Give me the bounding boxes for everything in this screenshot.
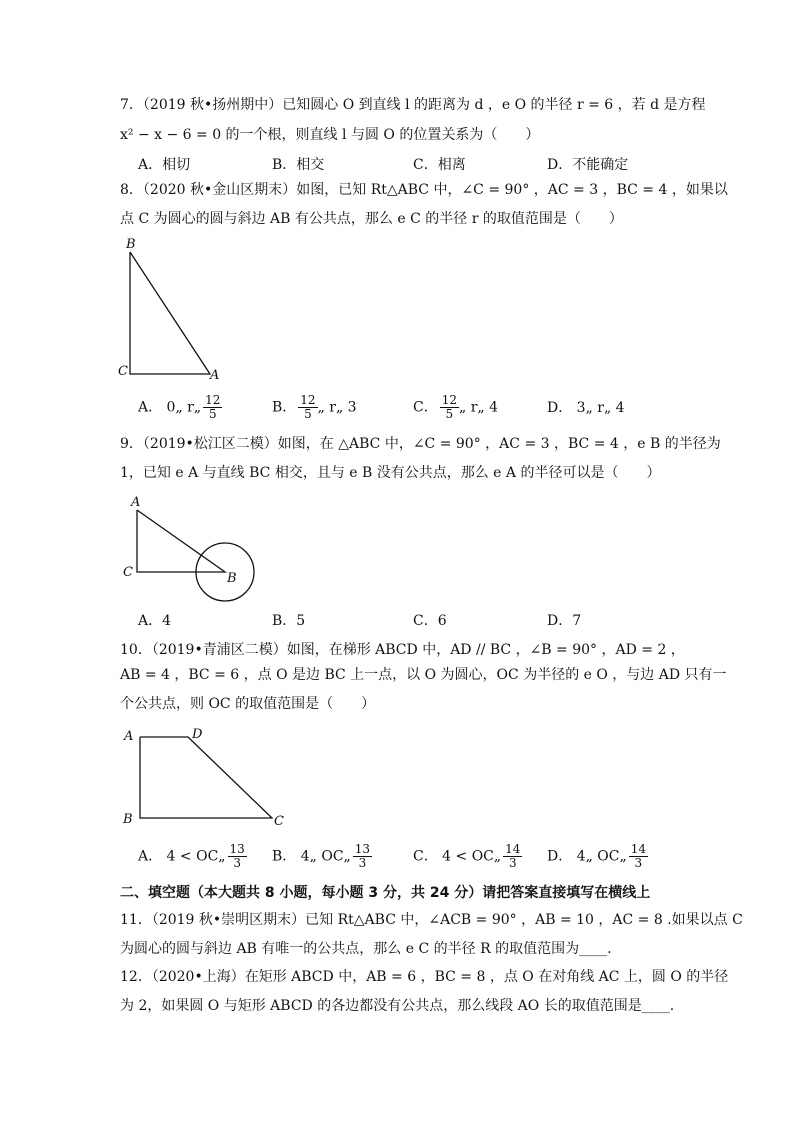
q8-option-b-num: 12 — [300, 393, 316, 407]
q8-option-c-den: 5 — [445, 407, 454, 421]
q10-option-a-num: 13 — [229, 842, 245, 856]
q7-option-d: D．不能确定 — [547, 157, 629, 173]
q8-option-b-fraction — [298, 394, 317, 421]
q10-option-b-fraction — [353, 843, 372, 870]
q10-label-c: C — [274, 814, 284, 829]
q9-line2: 1，已知 e A 与直线 BC 相交，且与 e B 没有公共点，那么 e A 的半径可以是（ ） — [120, 465, 661, 481]
q9-label-b: B — [227, 571, 237, 586]
q10-line2: AB = 4 ，BC = 6 ，点 O 是边 BC 上一点，以 O 为圆心，OC 为半径的 e O ，与边 AD 只有一 — [120, 667, 727, 683]
q8-option-b — [272, 394, 357, 421]
q9-option-a: A．4 — [138, 613, 172, 629]
q8-option-c-fraction — [440, 394, 459, 421]
q10-option-d-fraction — [629, 843, 648, 870]
q8-option-b-post: „ r„ 3 — [317, 399, 357, 416]
q11-line2: 为圆心的圆与斜边 AB 有唯一的公共点，那么 e C 的半径 R 的取值范围为____. — [120, 941, 612, 957]
q10-option-d-pre: D． 4„ OC„ — [547, 848, 627, 865]
q12-line1: 12．（2020•上海）在矩形 ABCD 中，AB = 6 ，BC = 8 ，点 O 在对角线 AC 上，圆 O 的半径 — [120, 969, 729, 985]
q10-option-c-den: 3 — [508, 856, 517, 870]
q8-option-d: D． 3„ r„ 4 — [547, 400, 625, 416]
q9-option-b: B．5 — [272, 613, 306, 629]
q10-option-c-fraction — [503, 843, 522, 870]
q8-option-b-pre: B． — [272, 399, 297, 416]
q8-option-c-post: „ r„ 4 — [459, 399, 499, 416]
q8-label-a: A — [210, 368, 220, 383]
q7-line1: 7．（2019 秋•扬州期中）已知圆心 O 到直线 l 的距离为 d ，e O 的半径 r = 6 ，若 d 是方程 — [120, 97, 706, 113]
q10-option-c — [413, 843, 522, 870]
section2-heading: 二、填空题（本大题共 8 小题，每小题 3 分，共 24 分）请把答案直接填写在横线上 — [120, 885, 651, 901]
q10-line1: 10．（2019•青浦区二模）如图，在梯形 ABCD 中，AD // BC ，∠B = 90° ，AD = 2 ， — [120, 642, 685, 658]
q8-triangle-figure — [110, 232, 230, 382]
q11-line1: 11．（2019 秋•崇明区期末）已知 Rt△ABC 中，∠ACB = 90° ，AB = 10 ，AC = 8 .如果以点 C — [120, 912, 743, 928]
q8-option-a — [138, 394, 222, 421]
q9-label-c: C — [123, 565, 133, 580]
q9-figure — [115, 490, 275, 610]
q10-option-b-den: 3 — [358, 856, 367, 870]
q10-label-a: A — [124, 729, 134, 744]
q10-option-b — [272, 843, 372, 870]
q10-option-a-den: 3 — [233, 856, 241, 870]
q10-label-d: D — [192, 727, 203, 742]
q10-trapezoid — [140, 737, 272, 818]
q9-option-d: D．7 — [547, 613, 582, 629]
q10-option-a-fraction — [228, 843, 247, 870]
q8-option-a-fraction — [203, 394, 222, 421]
q10-option-d-num: 14 — [630, 842, 647, 856]
q8-label-b: B — [126, 237, 136, 252]
q8-option-b-den: 5 — [304, 407, 312, 421]
q10-option-a — [138, 843, 247, 870]
q7-option-a: A．相切 — [138, 157, 191, 173]
q10-option-d — [547, 843, 648, 870]
q7-line2: x² − x − 6 = 0 的一个根，则直线 l 与圆 O 的位置关系为（ ） — [120, 127, 540, 143]
q10-label-b: B — [123, 812, 133, 827]
q10-option-c-pre: C． 4 < OC„ — [413, 848, 502, 865]
q9-option-c: C．6 — [413, 613, 447, 629]
q8-line1: 8．（2020 秋•金山区期末）如图，已知 Rt△ABC 中，∠C = 90° ，AC = 3 ，BC = 4 ，如果以 — [120, 182, 728, 198]
q10-option-d-den: 3 — [634, 856, 643, 870]
q9-label-a: A — [131, 495, 141, 510]
q10-option-b-pre: B． 4„ OC„ — [272, 848, 351, 865]
q10-option-c-num: 14 — [505, 842, 521, 856]
q8-option-a-pre: A． 0„ r„ — [138, 399, 202, 416]
q10-trapezoid-figure — [115, 722, 295, 832]
q10-option-b-num: 13 — [354, 842, 371, 856]
q10-line3: 个公共点，则 OC 的取值范围是（ ） — [120, 696, 376, 712]
q8-label-c: C — [118, 364, 128, 379]
q9-triangle — [137, 510, 225, 572]
q12-line2: 为 2，如果圆 O 与矩形 ABCD 的各边都没有公共点，那么线段 AO 长的取值范围是____. — [120, 998, 675, 1014]
q9-line1: 9．（2019•松江区二模）如图，在 △ABC 中，∠C = 90° ，AC = 3 ，BC = 4 ，e B 的半径为 — [120, 436, 721, 452]
q7-option-b: B．相交 — [272, 157, 325, 173]
q8-option-a-den: 5 — [208, 407, 217, 421]
q8-option-a-num: 12 — [205, 393, 221, 407]
q8-triangle — [130, 252, 210, 374]
q7-option-c: C．相离 — [413, 157, 466, 173]
q8-option-c-num: 12 — [441, 393, 457, 407]
q8-option-c — [413, 394, 498, 421]
q8-option-c-pre: C． — [413, 399, 438, 416]
q8-line2: 点 C 为圆心的圆与斜边 AB 有公共点，那么 e C 的半径 r 的取值范围是（ ） — [120, 211, 623, 227]
q10-option-a-pre: A． 4 < OC„ — [138, 848, 226, 865]
